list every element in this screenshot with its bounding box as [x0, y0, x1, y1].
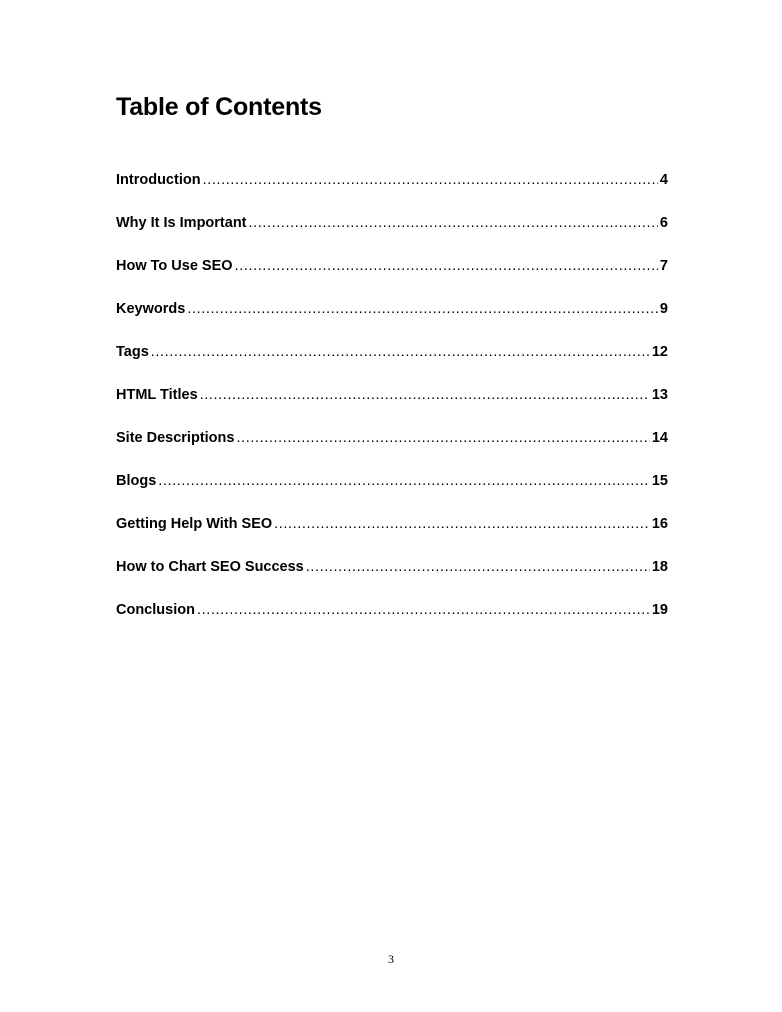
toc-entry-page-number: 6	[659, 215, 668, 231]
toc-entry-page-number: 16	[651, 516, 668, 532]
toc-leader-dots	[187, 299, 658, 319]
toc-entry-label: How To Use SEO	[116, 258, 233, 274]
toc-leader-dots	[236, 428, 649, 448]
toc-entry-label: Introduction	[116, 172, 201, 188]
toc-entry-how-to-chart-seo-success[interactable]	[116, 557, 668, 600]
toc-leader-dots	[151, 342, 650, 362]
toc-entry-label: Conclusion	[116, 602, 195, 618]
toc-entry-label: Site Descriptions	[116, 430, 235, 446]
table-of-contents	[116, 170, 668, 643]
toc-entry-html-titles[interactable]	[116, 385, 668, 428]
toc-entry-page-number: 18	[651, 559, 668, 575]
toc-leader-dots	[200, 385, 650, 405]
toc-leader-dots	[203, 170, 658, 190]
toc-entry-label: Blogs	[116, 473, 157, 489]
toc-entry-label: HTML Titles	[116, 387, 198, 403]
toc-leader-dots	[249, 213, 658, 233]
toc-entry-conclusion[interactable]	[116, 600, 668, 643]
toc-entry-label: Tags	[116, 344, 149, 360]
toc-entry-page-number: 4	[659, 172, 668, 188]
page-title: Table of Contents	[116, 93, 322, 121]
toc-entry-keywords[interactable]	[116, 299, 668, 342]
toc-entry-getting-help-with-seo[interactable]	[116, 514, 668, 557]
toc-entry-page-number: 14	[651, 430, 668, 446]
toc-entry-page-number: 12	[651, 344, 668, 360]
toc-entry-blogs[interactable]	[116, 471, 668, 514]
toc-entry-tags[interactable]	[116, 342, 668, 385]
toc-entry-page-number: 15	[651, 473, 668, 489]
toc-entry-page-number: 19	[651, 602, 668, 618]
toc-entry-why-it-is-important[interactable]	[116, 213, 668, 256]
toc-leader-dots	[197, 600, 650, 620]
toc-entry-introduction[interactable]	[116, 170, 668, 213]
toc-entry-site-descriptions[interactable]	[116, 428, 668, 471]
toc-entry-page-number: 7	[659, 258, 668, 274]
toc-leader-dots	[158, 471, 650, 491]
toc-entry-label: Getting Help With SEO	[116, 516, 273, 532]
toc-leader-dots	[235, 256, 658, 276]
toc-entry-label: Keywords	[116, 301, 186, 317]
toc-entry-label: Why It Is Important	[116, 215, 247, 231]
toc-entry-page-number: 13	[651, 387, 668, 403]
toc-entry-how-to-use-seo[interactable]	[116, 256, 668, 299]
toc-leader-dots	[306, 557, 650, 577]
toc-entry-page-number: 9	[659, 301, 668, 317]
page-number: 3	[388, 952, 394, 966]
toc-entry-label: How to Chart SEO Success	[116, 559, 304, 575]
toc-leader-dots	[274, 514, 650, 534]
